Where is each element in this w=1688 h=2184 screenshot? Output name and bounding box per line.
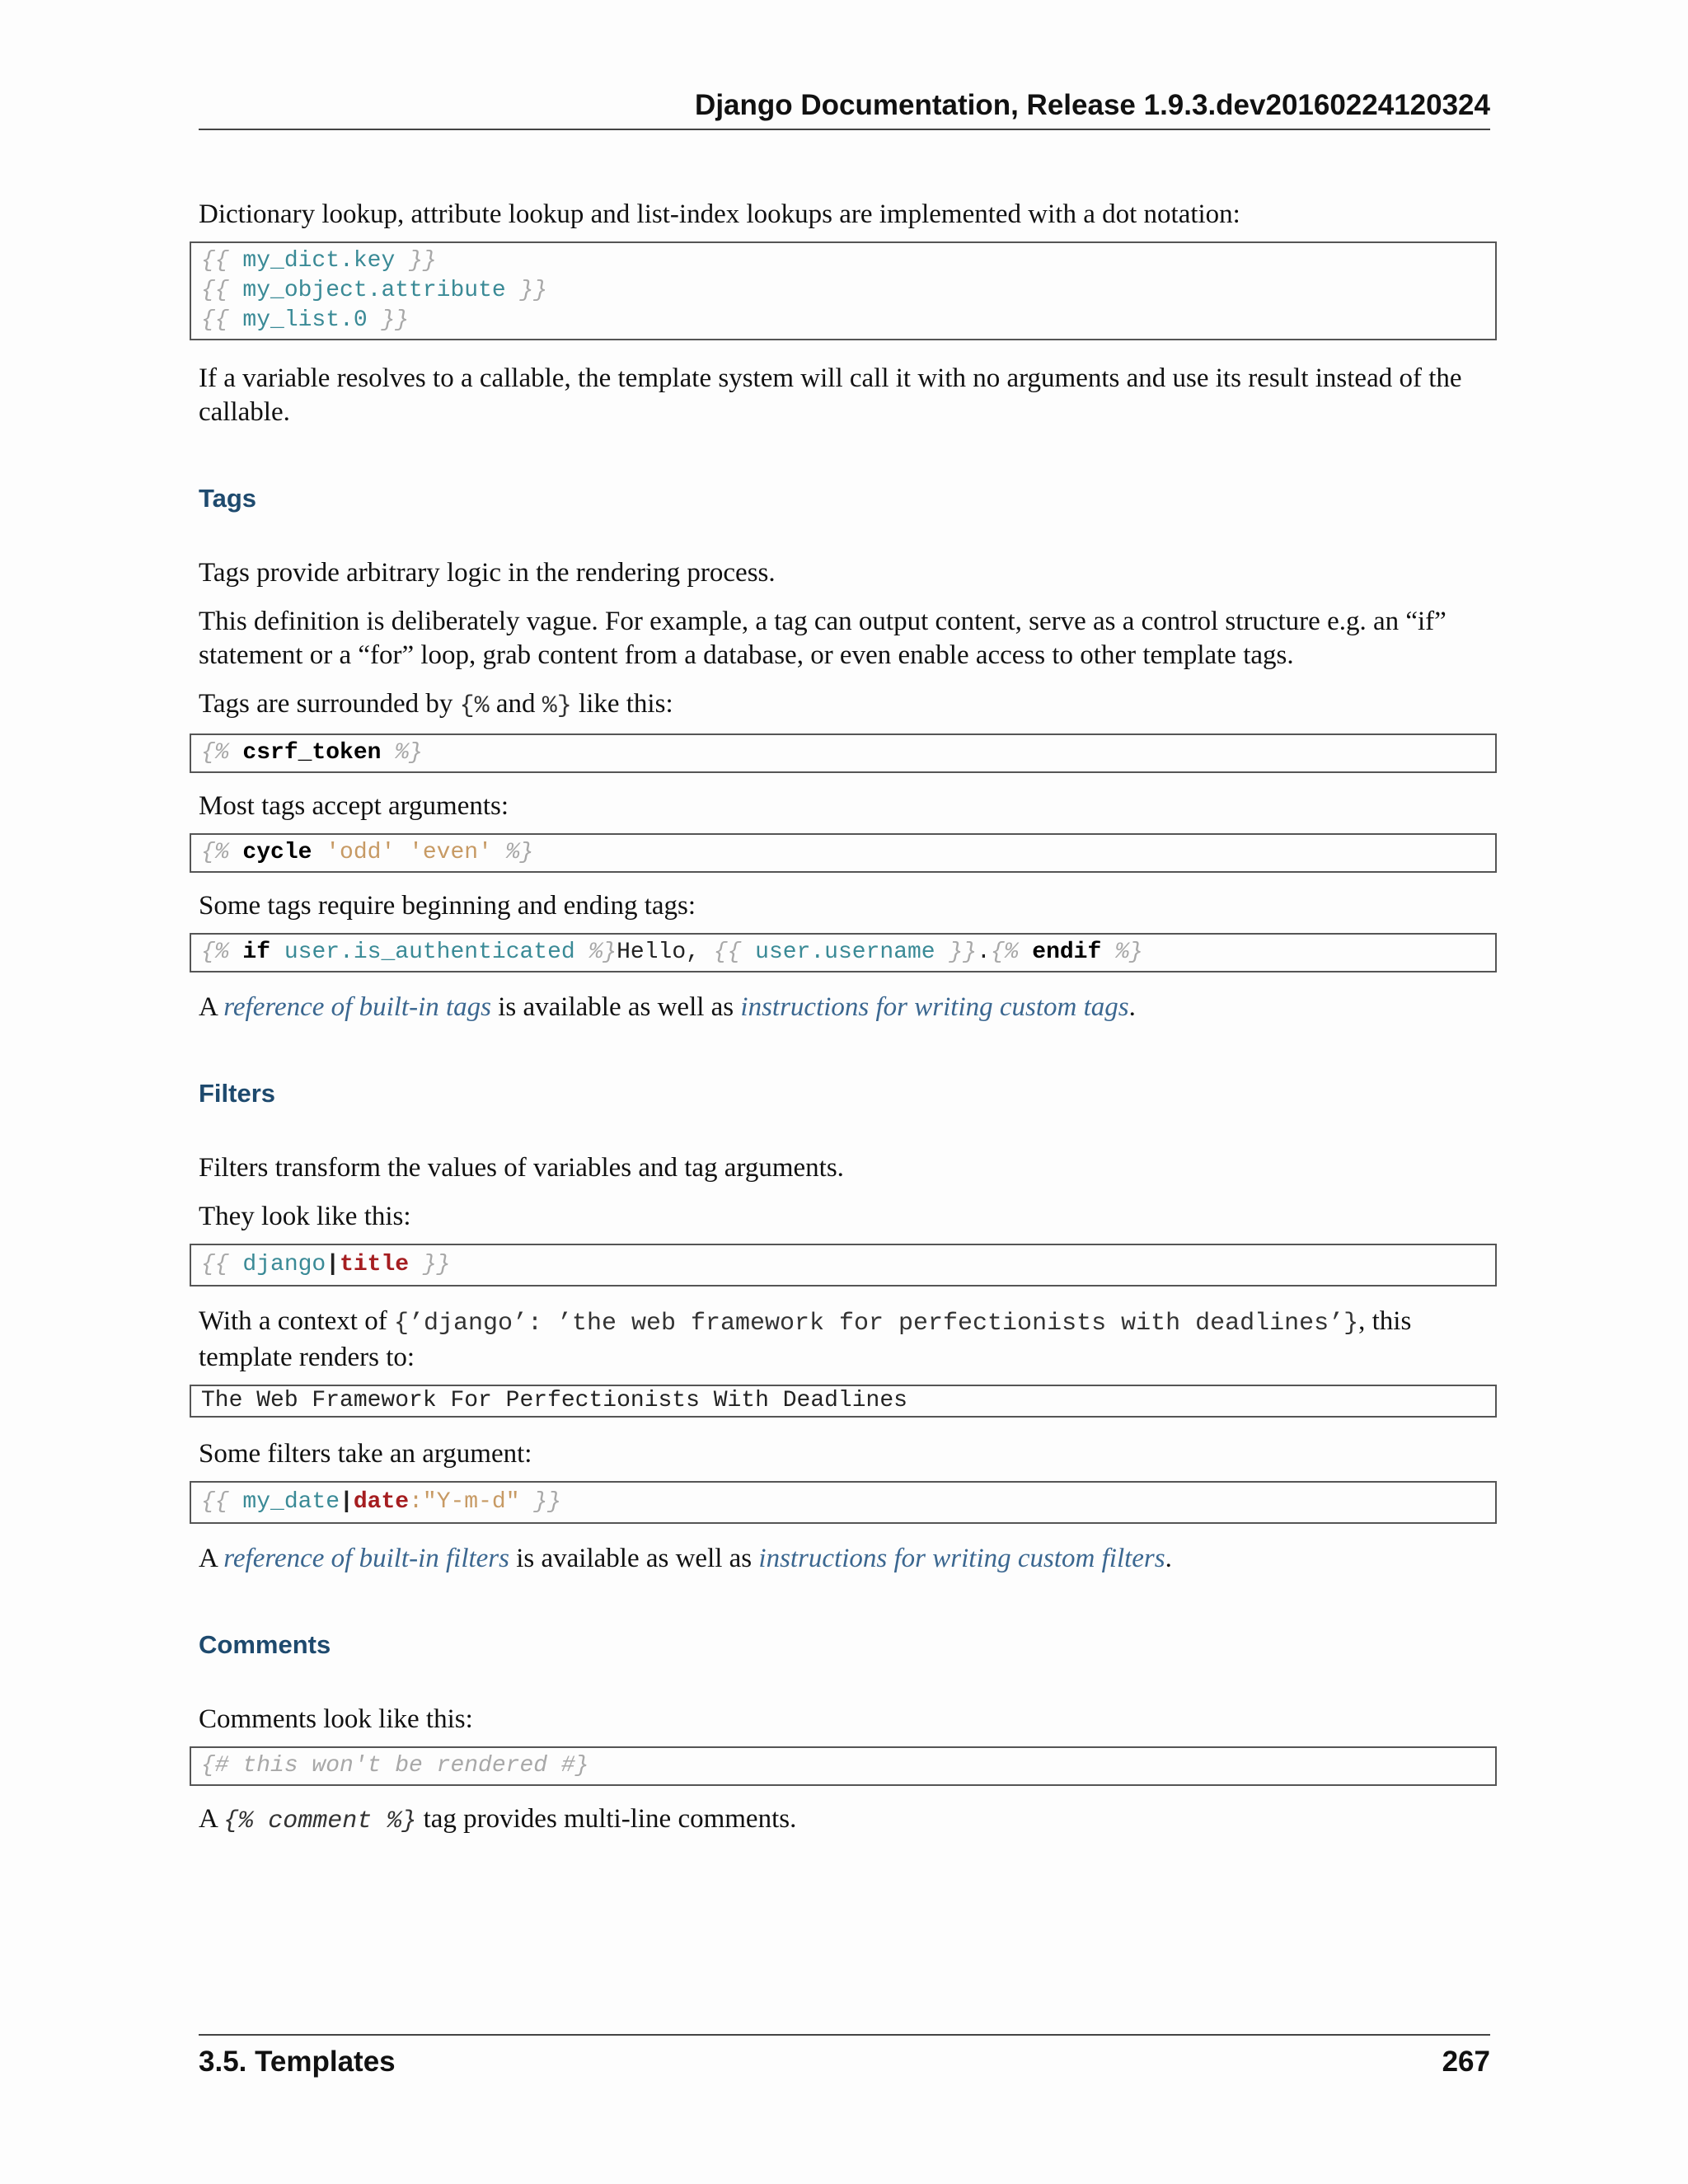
filters-context-paragraph: With a context of {’django’: ’the web framework for perfectionists with deadlines’}, this template renders to: (199, 1306, 1412, 1372)
section-heading-tags: Tags (199, 484, 257, 513)
code-string: "Y-m-d" (422, 1489, 520, 1515)
running-header: Django Documentation, Release 1.9.3.dev20160224120324 (199, 89, 1490, 130)
tags-paragraph-3: Tags are surrounded by {% and %} like this: (199, 689, 673, 720)
code-variable: my_object.attribute (242, 278, 506, 303)
running-footer (199, 2034, 1490, 2079)
inline-code: %} (542, 692, 572, 720)
inline-code: comment (253, 1807, 387, 1835)
if-code-block: {% if user.is_authenticated %}Hello, {{ user.username }}.{% endif %} (190, 933, 1497, 972)
content (199, 198, 1490, 1839)
footer-section: 3.5. Templates (199, 2046, 396, 2078)
code-filter-name: title (340, 1252, 410, 1277)
comments-paragraph-1: Comments look like this: (199, 1704, 473, 1734)
page-number: 267 (1442, 2046, 1490, 2078)
section-heading-filters: Filters (199, 1079, 276, 1108)
code-line: {{ my_dict.key }} (201, 248, 437, 274)
lookup-code-block (190, 241, 1497, 340)
tags-paragraph-4: Most tags accept arguments: (199, 791, 509, 821)
tags-reference-paragraph: A reference of built-in tags is available as well as instructions for writing custom tags. (199, 992, 1136, 1022)
code-comment: {# this won't be rendered #} (201, 1753, 589, 1779)
code-string: 'even' (409, 840, 492, 865)
filters-reference-paragraph: A reference of built-in filters is available as well as instructions for writing custom filters. (199, 1544, 1172, 1573)
lookup-paragraph: Dictionary lookup, attribute lookup and list-index lookups are implemented with a dot notation: (199, 199, 1240, 229)
code-tag-name: csrf_token (242, 740, 382, 766)
link-builtin-tags[interactable]: reference of built-in tags (223, 992, 491, 1022)
csrf-code-block: {% csrf_token %} (190, 733, 1497, 773)
tags-paragraph-5: Some tags require beginning and ending tags: (199, 891, 696, 921)
callable-paragraph: If a variable resolves to a callable, the template system will call it with no arguments and use its result instead of the callable. (199, 363, 1462, 427)
link-custom-filters[interactable]: instructions for writing custom filters (758, 1544, 1165, 1573)
code-filter-name: date (353, 1489, 410, 1515)
code-line: {{ my_object.attribute }} (201, 278, 548, 303)
code-string: 'odd' (326, 840, 396, 865)
code-tag-name: cycle (242, 840, 312, 865)
filters-paragraph-2: They look like this: (199, 1202, 411, 1231)
date-filter-code-block: {{ my_date|date:"Y-m-d" }} (190, 1481, 1497, 1524)
inline-code: {’django’: ’the web framework for perfectionists with deadlines’} (393, 1310, 1359, 1338)
inline-code: {% (459, 692, 490, 720)
rendered-output-block: The Web Framework For Perfectionists With Deadlines (190, 1385, 1497, 1418)
code-variable: my_list.0 (242, 307, 368, 333)
filters-paragraph-3: Some filters take an argument: (199, 1439, 532, 1469)
code-variable: my_dict.key (242, 248, 396, 274)
section-heading-comments: Comments (199, 1630, 331, 1659)
tags-paragraph-2: This definition is deliberately vague. For example, a tag can output content, serve as a control structure e.g. an “if” statement or a “for” loop, grab content from a database, or even enable access to other template tags. (199, 607, 1447, 670)
link-custom-tags[interactable]: instructions for writing custom tags (740, 992, 1129, 1022)
tags-paragraph-1: Tags provide arbitrary logic in the rendering process. (199, 558, 776, 588)
code-line: {{ my_list.0 }} (201, 307, 410, 333)
title-filter-code-block: {{ django|title }} (190, 1244, 1497, 1286)
comment-code-block (190, 1746, 1497, 1786)
cycle-code-block: {% cycle 'odd' 'even' %} (190, 833, 1497, 873)
link-builtin-filters[interactable]: reference of built-in filters (223, 1544, 509, 1573)
filters-paragraph-1: Filters transform the values of variables and tag arguments. (199, 1153, 844, 1183)
comments-paragraph-2: A {% comment %} tag provides multi-line comments. (199, 1804, 797, 1835)
